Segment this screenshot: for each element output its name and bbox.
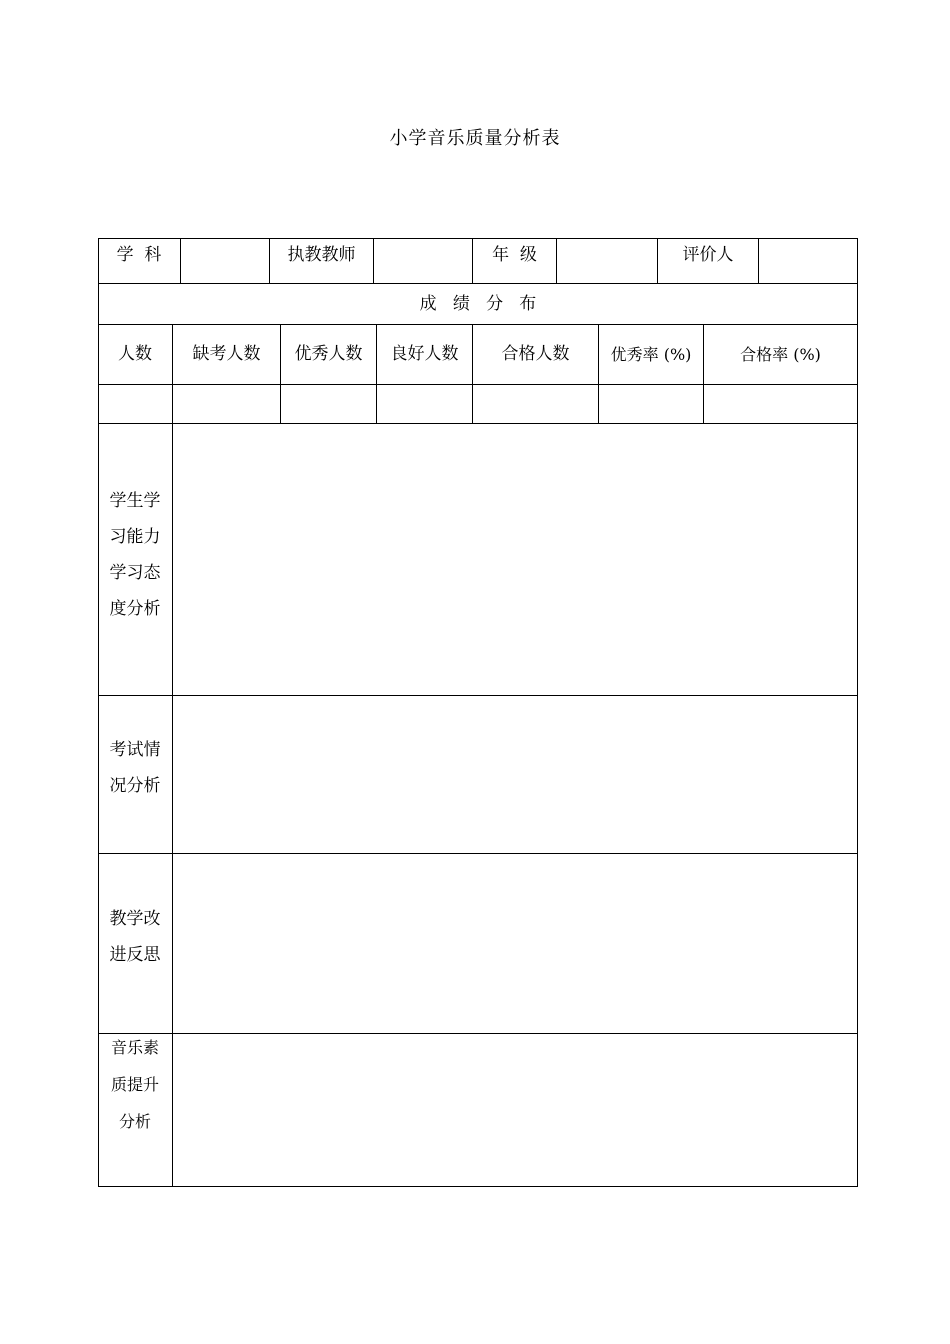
data-cell-excellent[interactable] (281, 385, 376, 423)
grade-label: 年 级 (492, 245, 537, 265)
evaluator-label: 评价人 (682, 245, 734, 265)
column-header-excellent: 优秀人数 (294, 344, 363, 364)
section-content-reflection[interactable] (173, 854, 857, 1033)
grade-value-cell[interactable] (557, 239, 657, 283)
column-header-absent: 缺考人数 (192, 344, 261, 364)
evaluator-value-cell[interactable] (759, 239, 857, 283)
column-header-pass: 合格人数 (501, 344, 570, 364)
analysis-table (98, 238, 858, 1187)
data-cell-pass[interactable] (473, 385, 598, 423)
teacher-value-cell[interactable] (374, 239, 472, 283)
page-title: 小学音乐质量分析表 (389, 128, 561, 149)
section-content-music-quality[interactable] (173, 1034, 857, 1186)
data-cell-absent[interactable] (173, 385, 280, 423)
table-border-right (857, 238, 858, 1187)
section-label-reflection: 教学改 进反思 (109, 909, 161, 965)
data-cell-excellent-rate[interactable] (599, 385, 703, 423)
section-content-exam[interactable] (173, 696, 857, 853)
section-label-music-quality: 音乐素 质提升 分析 (110, 1038, 159, 1131)
column-header-excellent-rate: 优秀率 (%) (610, 344, 692, 364)
column-header-good: 良好人数 (390, 344, 459, 364)
score-distribution-title: 成 绩 分 布 (419, 293, 537, 314)
section-content-learning[interactable] (173, 424, 857, 695)
section-label-learning: 学生学 习能力 学习态 度分析 (109, 491, 161, 619)
teacher-label: 执教教师 (287, 245, 356, 265)
data-cell-count[interactable] (99, 385, 172, 423)
subject-value-cell[interactable] (181, 239, 269, 283)
data-cell-good[interactable] (377, 385, 472, 423)
data-cell-pass-rate[interactable] (704, 385, 857, 423)
column-header-count: 人数 (118, 344, 152, 364)
section-label-exam: 考试情 况分析 (109, 740, 161, 796)
table-border-bottom (98, 1186, 858, 1187)
column-header-pass-rate: 合格率 (%) (740, 344, 821, 364)
subject-label: 学 科 (116, 245, 162, 265)
